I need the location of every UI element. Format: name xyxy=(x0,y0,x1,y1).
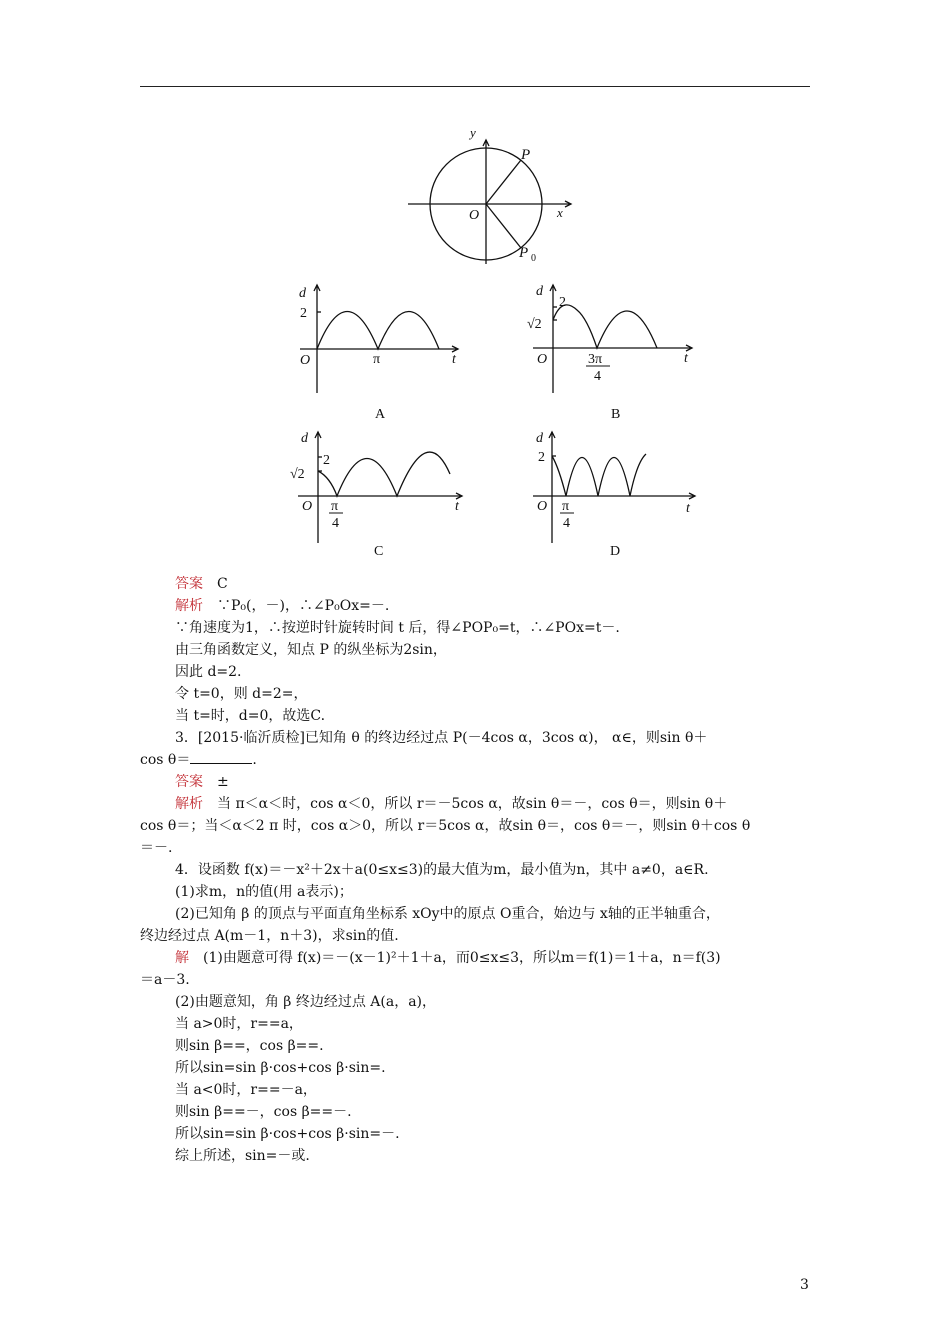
text-line: 所以sin=sin β·cos+cos β·sin=－. xyxy=(175,1126,400,1142)
graph-a-origin-label: O xyxy=(300,353,311,368)
graph-b-caption: B xyxy=(611,407,621,422)
graph-c-pi-label: π xyxy=(331,499,339,514)
analysis-label: 解析 xyxy=(175,598,203,614)
solution-label: 解 xyxy=(175,950,189,966)
question-4-line: 4．设函数 f(x)＝－x²＋2x＋a(0≤x≤3)的最大值为m，最小值为n，其中 a≠0，a∈R. xyxy=(175,862,709,878)
answer-blank xyxy=(190,751,252,764)
text-line: 由三角函数定义，知点 P 的纵坐标为2sin， xyxy=(175,642,447,658)
text-line: 当 a<0时，r==－a， xyxy=(175,1082,317,1098)
graph-b-curve xyxy=(553,305,657,348)
graph-d xyxy=(533,432,695,543)
text-line: 因此 d=2. xyxy=(175,664,242,680)
graph-b-2-label: 2 xyxy=(559,295,566,310)
graph-b-4-label: 4 xyxy=(594,369,601,384)
graph-b-origin-label: O xyxy=(537,352,548,367)
graph-a-pi-label: π xyxy=(373,352,381,367)
op-segment xyxy=(486,160,521,204)
text-line: 当 t=时，d=0，故选C. xyxy=(175,708,326,724)
graph-c-4-label: 4 xyxy=(332,516,339,531)
graph-d-pi-label: π xyxy=(562,499,570,514)
analysis-label: 解析 xyxy=(175,796,203,812)
graph-b-root2-label: √2 xyxy=(527,317,542,332)
graph-a xyxy=(300,285,458,393)
text-line: 所以sin=sin β·cos+cos β·sin=. xyxy=(175,1060,386,1076)
op0-segment xyxy=(486,204,521,248)
graph-b-d-label: d xyxy=(536,284,543,299)
graph-d-curve xyxy=(552,454,646,496)
graph-a-caption: A xyxy=(375,407,386,422)
graph-c-d-label: d xyxy=(301,431,308,446)
graph-d-4-label: 4 xyxy=(563,516,570,531)
solution-line: 解 (1)由题意可得 f(x)＝－(x－1)²＋1＋a，而0≤x≤3，所以m＝f(1)＝1＋a，n＝f(3) xyxy=(175,950,721,966)
question-4-part-2: (2)已知角 β 的顶点与平面直角坐标系 xOy中的原点 O重合，始边与 x轴的正半轴重合， xyxy=(175,906,720,922)
question-4-part-2-cont: 终边经过点 A(m－1，n＋3)，求sin的值. xyxy=(140,928,399,944)
question-3-line-2: cos θ＝ . xyxy=(140,752,257,768)
text-line: 则sin β==，cos β==. xyxy=(175,1038,324,1054)
text-line: 当 a>0时，r==a， xyxy=(175,1016,303,1032)
answer-line-3: 答案 ± xyxy=(175,774,229,790)
graph-d-caption: D xyxy=(610,544,621,559)
graph-a-t-label: t xyxy=(452,352,456,367)
graph-c-t-label: t xyxy=(455,499,459,514)
graph-d-t-label: t xyxy=(686,501,690,516)
graph-d-2-label: 2 xyxy=(538,450,545,465)
text-line: ＝－. xyxy=(140,840,173,856)
text-line: (2)由题意知，角 β 终边经过点 A(a，a)， xyxy=(175,994,437,1010)
graph-b xyxy=(533,285,692,393)
graph-c-root2-label: √2 xyxy=(290,467,305,482)
question-4-part-1: (1)求m，n的值(用 a表示)； xyxy=(175,884,353,900)
answer-label: 答案 xyxy=(175,576,203,592)
circle-origin-label: O xyxy=(469,208,480,223)
circle-y-label: y xyxy=(470,125,476,140)
analysis-line-1: 解析 ∵P₀(，－)，∴∠P₀Ox=－. xyxy=(175,598,390,614)
text-line: ＝a－3. xyxy=(140,972,190,988)
graph-b-t-label: t xyxy=(684,351,688,366)
graph-a-curve xyxy=(317,312,439,350)
graph-a-2-label: 2 xyxy=(300,306,307,321)
circle-p0-label: P xyxy=(519,245,529,261)
graph-d-d-label: d xyxy=(536,431,543,446)
text-line: ∵角速度为1，∴按逆时针旋转时间 t 后，得∠POP₀=t，∴∠POx=t－. xyxy=(175,620,620,636)
graph-c-caption: C xyxy=(374,544,384,559)
graph-c-2-label: 2 xyxy=(323,453,330,468)
page-number: 3 xyxy=(800,1277,809,1293)
circle-p0-subscript: 0 xyxy=(531,253,536,264)
graph-b-3pi-label: 3π xyxy=(588,352,603,367)
analysis-line-3: 解析 当 π＜α＜时，cos α＜0，所以 r＝－5cos α，故sin θ＝－，cos θ＝，则sin θ＋ xyxy=(175,796,728,812)
text-line: 综上所述，sin=－或. xyxy=(175,1148,310,1164)
graph-c-origin-label: O xyxy=(302,499,313,514)
figures-svg xyxy=(0,0,950,570)
text-line: 则sin β==－，cos β==－. xyxy=(175,1104,352,1120)
text-line: 令 t=0，则 d=2=， xyxy=(175,686,308,702)
question-3-line: 3．[2015·临沂质检]已知角 θ 的终边经过点 P(－4cos α，3cos α)， α∈，则sin θ＋ xyxy=(175,730,708,746)
circle-x-label: x xyxy=(557,205,563,220)
unit-circle-figure xyxy=(408,140,571,264)
answer-label: 答案 xyxy=(175,774,203,790)
graph-a-d-label: d xyxy=(299,286,306,301)
graph-d-origin-label: O xyxy=(537,499,548,514)
answer-line-1: 答案 C xyxy=(175,576,228,592)
text-line: cos θ＝；当＜α＜2 π 时，cos α＞0，所以 r＝5cos α，故sin θ＝，cos θ＝－，则sin θ＋cos θ xyxy=(140,818,751,834)
graph-c xyxy=(298,432,462,543)
circle-p-label: P xyxy=(521,147,531,163)
graph-c-curve xyxy=(318,452,450,496)
